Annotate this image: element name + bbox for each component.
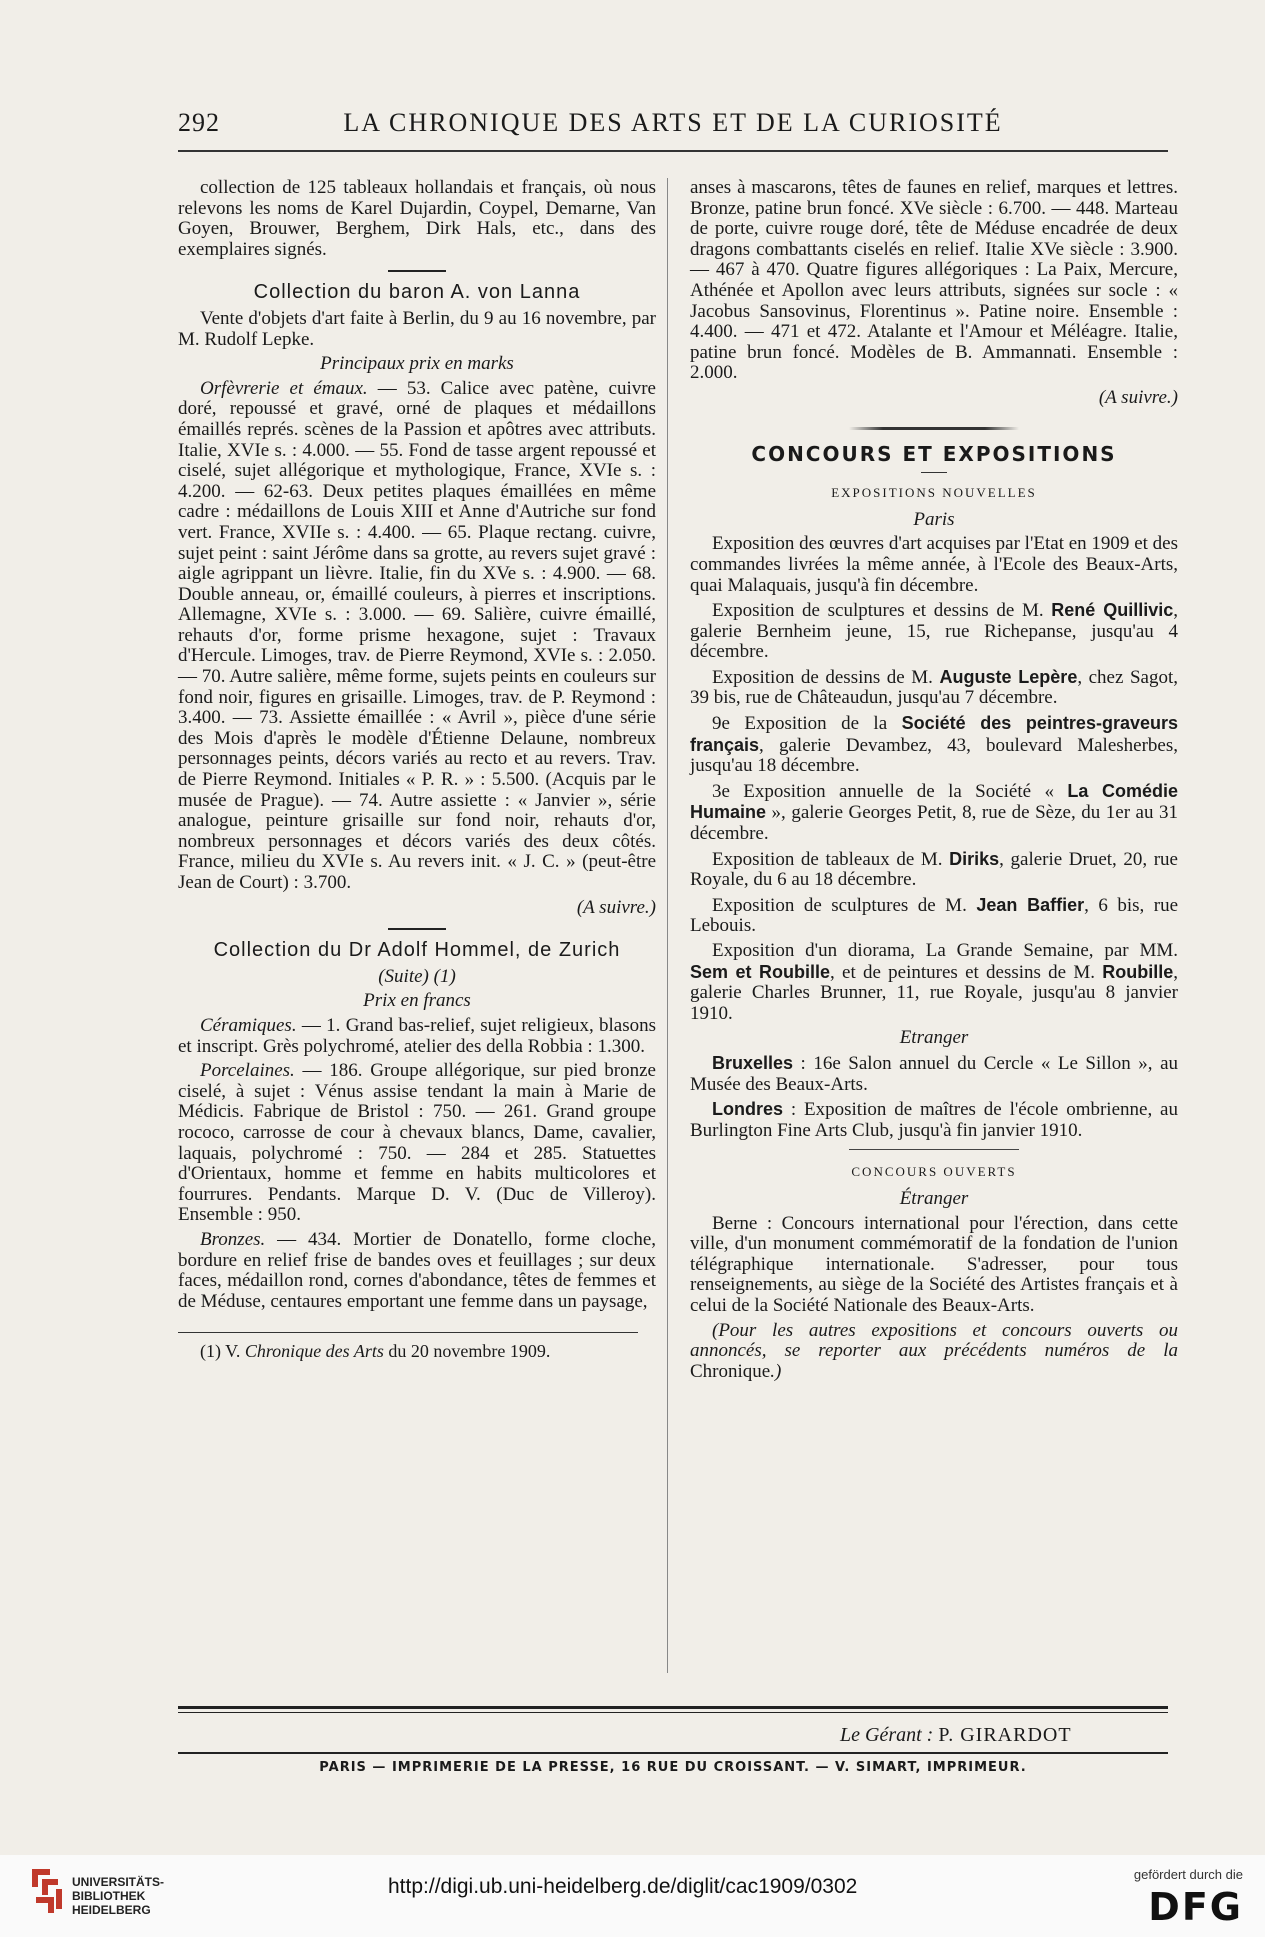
- closing-note: (Pour les autres expositions et concours ouverts ou annoncés, se reporter aux précédents numéros de la Chronique.): [690, 1319, 1178, 1382]
- printer-imprint: PARIS — IMPRIMERIE DE LA PRESSE, 16 RUE DU CROISSANT. — V. SIMART, IMPRIMEUR.: [319, 1760, 1027, 1775]
- exhibition-entry: Londres : Exposition de maîtres de l'école ombrienne, au Burlington Fine Arts Club, jusqu'à fin janvier 1910.: [690, 1099, 1178, 1141]
- section-heading: Collection du baron A. von Lanna: [253, 281, 581, 304]
- imprint-rule: [178, 1752, 1168, 1754]
- competition-entry: Berne : Concours international pour l'érection, dans cette ville, d'un monument commémoratif de la fondation de l'union télégraphique internationale. S'adresser, pour tous renseignements, au siège de la Société des Artistes français et à celui de la Société Nationale des Beaux-Arts.: [690, 1212, 1178, 1316]
- exhibition-entry: Exposition d'un diorama, La Grande Semaine, par MM. Sem et Roubille, et de peintures et dessins de M. Roubille, galerie Charles Brunner, 11, rue Royale, jusqu'au 8 janvier 1910.: [690, 940, 1178, 1024]
- category-label: Céramiques.: [200, 1014, 297, 1036]
- to-be-continued: (A suivre.): [576, 896, 656, 918]
- library-name: UNIVERSITÄTS- BIBLIOTHEK HEIDELBERG: [72, 1875, 165, 1917]
- subsection-heading: CONCOURS OUVERTS: [851, 1164, 1017, 1180]
- paragraph-text: — 53. Calice avec patène, cuivre doré, repoussé et gravé, orné de plaques et médaillons émaillés représ. scènes de la Passion et apôtres avec attributs. Italie, XVIe s. : 4.000. — 55. Fond de tasse argent repoussé et ciselé, sujet allégorique et mythologique, France, XVIe s. : 4.200. — 62-63. Deux petites plaques émaillées en même cadre : médaillons de Louis XIII et Anne d'Autriche sur fond vert. France, XVIIe s. : 4.400. — 65. Plaque rectang. cuivre, sujet peint : saint Jérôme dans sa grotte, au revers sujet gravé : aigle agrippant un lièvre. Italie, fin du XVe s. : 4.900. — 68. Double anneau, or, émaillé couleurs, à pierres et inscriptions. Allemagne, XVIe s. : 3.000. — 69. Salière, cuivre émaillé, rehauts d'or, forme prisme hexagone, sujet : Travaux d'Hercule. Limoges, trav. de Pierre Reymond, XVIe s. : 2.050. — 70. Autre salière, même forme, sujets peints en couleurs sur fond noir, figures en grisaille. Limoges, trav. de P. Reymond : 3.400. — 73. Assiette émaillée : « Avril », pièce d'une série des Mois d'après le modèle d'Étienne Delaune, nombreux personnages peints, décors variés au recto et au revers. Trav. de Pierre Reymond. Initiales « P. R. » : 5.500. (Acquis par le musée de Prague). — 74. Autre assiette : « Janvier », série analogue, peinture grisaille sur fond noir, rehauts d'or, nombreux personnages et décors variés des deux côtés. France, milieu du XVIe s. Au revers init. « J. C. » (peut-être Jean de Court) : 3.700.: [178, 377, 656, 893]
- category-label: Porcelaines.: [200, 1060, 295, 1082]
- section-heading: CONCOURS ET EXPOSITIONS: [751, 441, 1117, 466]
- city-heading: Étranger: [899, 1187, 969, 1209]
- exhibition-entry: Bruxelles : 16e Salon annuel du Cercle « Le Sillon », au Musée des Beaux-Arts.: [690, 1052, 1178, 1095]
- paragraph: [178, 379, 656, 894]
- exhibition-entry: Exposition de dessins de M. Auguste Lepère, chez Sagot, 39 bis, rue de Châteaudun, jusqu'au 7 décembre.: [690, 666, 1179, 709]
- section-rule: [849, 1149, 1019, 1150]
- category-label: Bronzes.: [200, 1228, 266, 1250]
- paragraph-text: — 434. Mortier de Donatello, forme cloche, bordure en relief frise de bandes oves et feuillages ; sur deux faces, médaillon rond, cornes d'abondance, têtes de femmes et de Méduse, centaures emportant une femme dans un paysage,: [178, 1228, 656, 1312]
- dfg-logo: DFG: [1148, 1885, 1243, 1929]
- subheading: (Suite) (1): [378, 965, 456, 987]
- paragraph: anses à mascarons, têtes de faunes en relief, marques et lettres. Bronze, patine brun foncé. XVe siècle : 6.700. — 448. Marteau de porte, cuivre rouge doré, tête de Méduse encadrée de deux dragons combattants ciselés en relief. Italie XVe siècle : 3.900. — 467 à 470. Quatre figures allégoriques : La Paix, Mercure, Athénée et Apollon avec leurs attributs, signées sur socle : « Jacobus Sansovinus, Florentinus ». Patine noire. Ensemble : 4.400. — 471 et 472. Atalante et l'Amour et Méléagre. Italie, patine brun foncé. Modèles de B. Ammannati. Ensemble : 2.000.: [690, 177, 1178, 384]
- exhibition-entry: Exposition des œuvres d'art acquises par l'Etat en 1909 et des commandes livrées la même année, à l'Ecole des Beaux-Arts, quai Malaquais, jusqu'à fin décembre.: [690, 533, 1178, 596]
- permalink-url[interactable]: http://digi.ub.uni-heidelberg.de/diglit/cac1909/0302: [388, 1875, 858, 1898]
- running-header: [178, 108, 1168, 144]
- right-column: [690, 178, 1178, 1386]
- paragraph-text: — 186. Groupe allégorique, sur pied bronze ciselé, à sujet : Vénus assise tendant la main à Marie de Médicis. Fabrique de Bristol : 750. — 261. Grand groupe rococo, carrosse de cour à chevaux blancs, Dame, cavalier, laquais, polychromé : 750. — 284 et 285. Statuettes d'Orientaux, homme et femme en habits multicolores et fourrures. Pendants. Marque D. V. (Duc de Villeroy). Ensemble : 950.: [178, 1060, 656, 1226]
- library-footer: [0, 1855, 1265, 1937]
- gerant-line: Le Gérant : P. GIRARDOT: [840, 1724, 1072, 1746]
- footnote-rule: [178, 1332, 638, 1333]
- running-title: LA CHRONIQUE DES ARTS ET DE LA CURIOSITÉ: [343, 108, 1003, 137]
- header-rule: [178, 150, 1168, 152]
- paragraph: Vente d'objets d'art faite à Berlin, du 9 au 16 novembre, par M. Rudolf Lepke.: [178, 307, 656, 350]
- subsection-heading: EXPOSITIONS NOUVELLES: [831, 485, 1037, 501]
- short-rule: [921, 472, 947, 473]
- section-rule: [388, 270, 446, 272]
- section-heading: Collection du Dr Adolf Hommel, de Zurich: [213, 939, 621, 962]
- section-rule: [388, 928, 446, 930]
- exhibition-entry: Exposition de sculptures et dessins de M. René Quillivic, galerie Bernheim jeune, 15, rue Richepanse, jusqu'au 4 décembre.: [690, 600, 1178, 663]
- column-divider: [667, 178, 668, 1673]
- exhibition-entry: 3e Exposition annuelle de la Société « La Comédie Humaine », galerie Georges Petit, 8, rue de Sèze, du 1er au 31 décembre.: [690, 780, 1178, 845]
- city-heading: Paris: [913, 508, 955, 530]
- exhibition-entry: Exposition de sculptures de M. Jean Baffier, 6 bis, rue Lebouis.: [690, 894, 1179, 937]
- left-column: [178, 178, 656, 1366]
- funded-by-label: gefördert durch die: [1133, 1867, 1243, 1882]
- ornamental-rule: [849, 427, 1019, 430]
- paragraph: collection de 125 tableaux hollandais et français, où nous relevons les noms de Karel Dujardin, Coypel, Demarne, Van Goyen, Brouwer, Berghem, Dirk Hals, etc., dans des exemplaires signés.: [178, 177, 656, 260]
- city-heading: Etranger: [899, 1027, 969, 1049]
- to-be-continued: (A suivre.): [1098, 386, 1178, 408]
- subheading: Prix en francs: [363, 990, 471, 1012]
- category-label: Orfèvrerie et émaux.: [200, 377, 368, 399]
- bottom-rules: [178, 1706, 1168, 1713]
- paragraph: [178, 1230, 656, 1312]
- page-number: 292: [178, 108, 220, 137]
- university-library-logo-icon: [28, 1865, 66, 1917]
- paragraph-text: — 1. Grand bas-relief, sujet religieux, blasons et inscript. Grès polychromé, atelier des della Robbia : 1.300.: [178, 1014, 656, 1057]
- footnote: (1) V. Chronique des Arts du 20 novembre 1909.: [200, 1341, 551, 1362]
- exhibition-entry: Exposition de tableaux de M. Diriks, galerie Druet, 20, rue Royale, du 6 au 18 décembre.: [690, 848, 1178, 891]
- paragraph: [178, 1016, 656, 1057]
- subheading: Principaux prix en marks: [320, 353, 514, 375]
- exhibition-entry: 9e Exposition de la Société des peintres-graveurs français, galerie Devambez, 43, boulevard Malesherbes, jusqu'au 18 décembre.: [690, 713, 1178, 777]
- paragraph: [178, 1061, 656, 1226]
